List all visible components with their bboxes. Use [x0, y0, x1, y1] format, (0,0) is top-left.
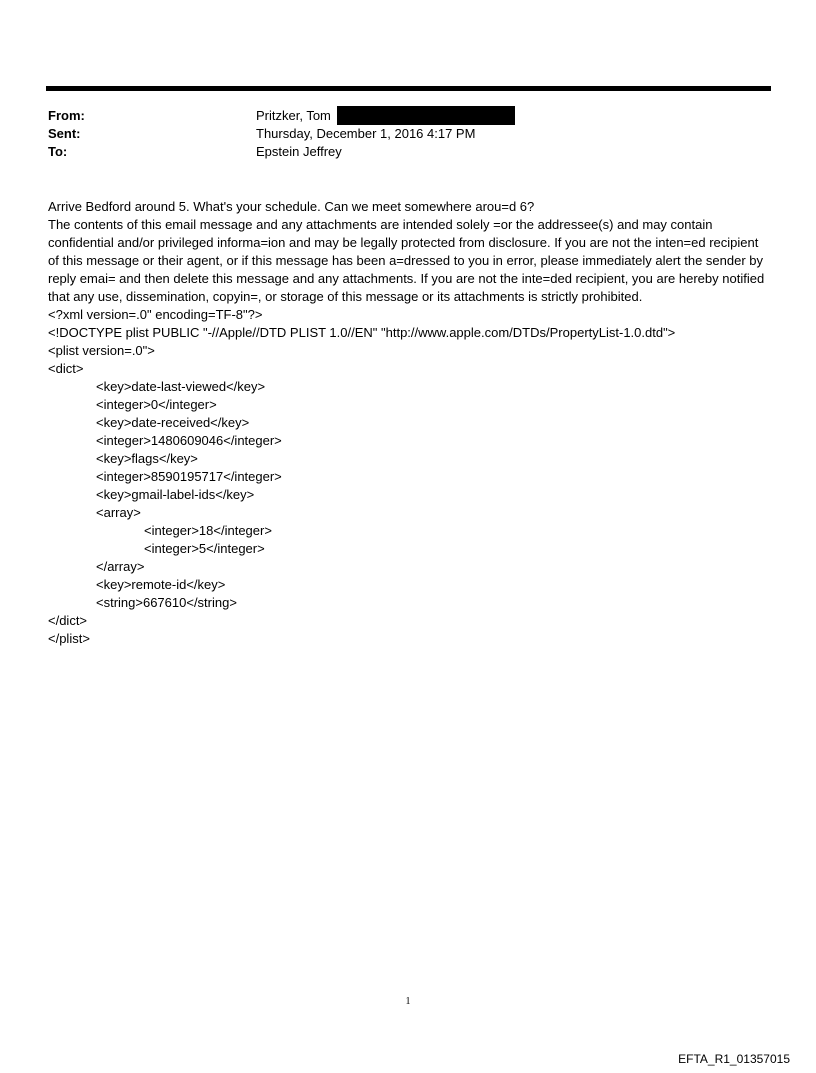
- xml-line: <integer>18</integer>: [144, 523, 272, 538]
- xml-line: </array>: [96, 559, 145, 574]
- from-value-row: [256, 107, 515, 125]
- xml-line: <plist version=.0">: [48, 343, 155, 358]
- page-number: 1: [405, 996, 411, 1007]
- xml-line: <integer>5</integer>: [144, 541, 265, 556]
- redaction-block: [337, 106, 515, 125]
- xml-line: <dict>: [48, 361, 84, 376]
- xml-line: <integer>0</integer>: [96, 397, 217, 412]
- xml-line: <array>: [96, 505, 141, 520]
- xml-line: <key>remote-id</key>: [96, 577, 226, 592]
- xml-line: <key>date-last-viewed</key>: [96, 379, 266, 394]
- to-label: To:: [48, 144, 68, 159]
- email-body: [48, 198, 770, 648]
- xml-line: <integer>1480609046</integer>: [96, 433, 282, 448]
- sent-label: Sent:: [48, 126, 81, 141]
- header-rule: [46, 86, 771, 91]
- xml-line: <key>gmail-label-ids</key>: [96, 487, 255, 502]
- sent-value: Thursday, December 1, 2016 4:17 PM: [256, 126, 476, 141]
- from-value: Pritzker, Tom: [256, 108, 331, 123]
- xml-line: <integer>8590195717</integer>: [96, 469, 282, 484]
- from-label: From:: [48, 108, 85, 123]
- xml-line: <string>667610</string>: [96, 595, 237, 610]
- xml-line: </plist>: [48, 631, 90, 646]
- message-text: Arrive Bedford around 5. What's your schedule. Can we meet somewhere arou=d 6?: [48, 199, 535, 214]
- xml-line: <!DOCTYPE plist PUBLIC "-//Apple//DTD PLIST 1.0//EN" "http://www.apple.com/DTDs/PropertyList-1.0.dtd">: [48, 325, 676, 340]
- to-value: Epstein Jeffrey: [256, 144, 342, 159]
- xml-line: </dict>: [48, 613, 88, 628]
- xml-line: <?xml version=.0" encoding=TF-8"?>: [48, 307, 263, 322]
- disclaimer-text: The contents of this email message and any attachments are intended solely =or the addressee(s) and may contain confidential and/or privileged informa=ion and may be legally protected from disclosure. If you are not the inten=ed recipient of this message or their agent, or if this message has been a=dressed to you in error, please immediately alert the sender by reply emai= and then delete this message and any attachments. If you are not the inte=ded recipient, you are hereby notified that any use, dissemination, copyin=, or storage of this message or its attachments is strictly prohibited.: [48, 217, 765, 304]
- bates-number: EFTA_R1_01357015: [678, 1052, 790, 1066]
- xml-line: <key>date-received</key>: [96, 415, 250, 430]
- xml-line: <key>flags</key>: [96, 451, 198, 466]
